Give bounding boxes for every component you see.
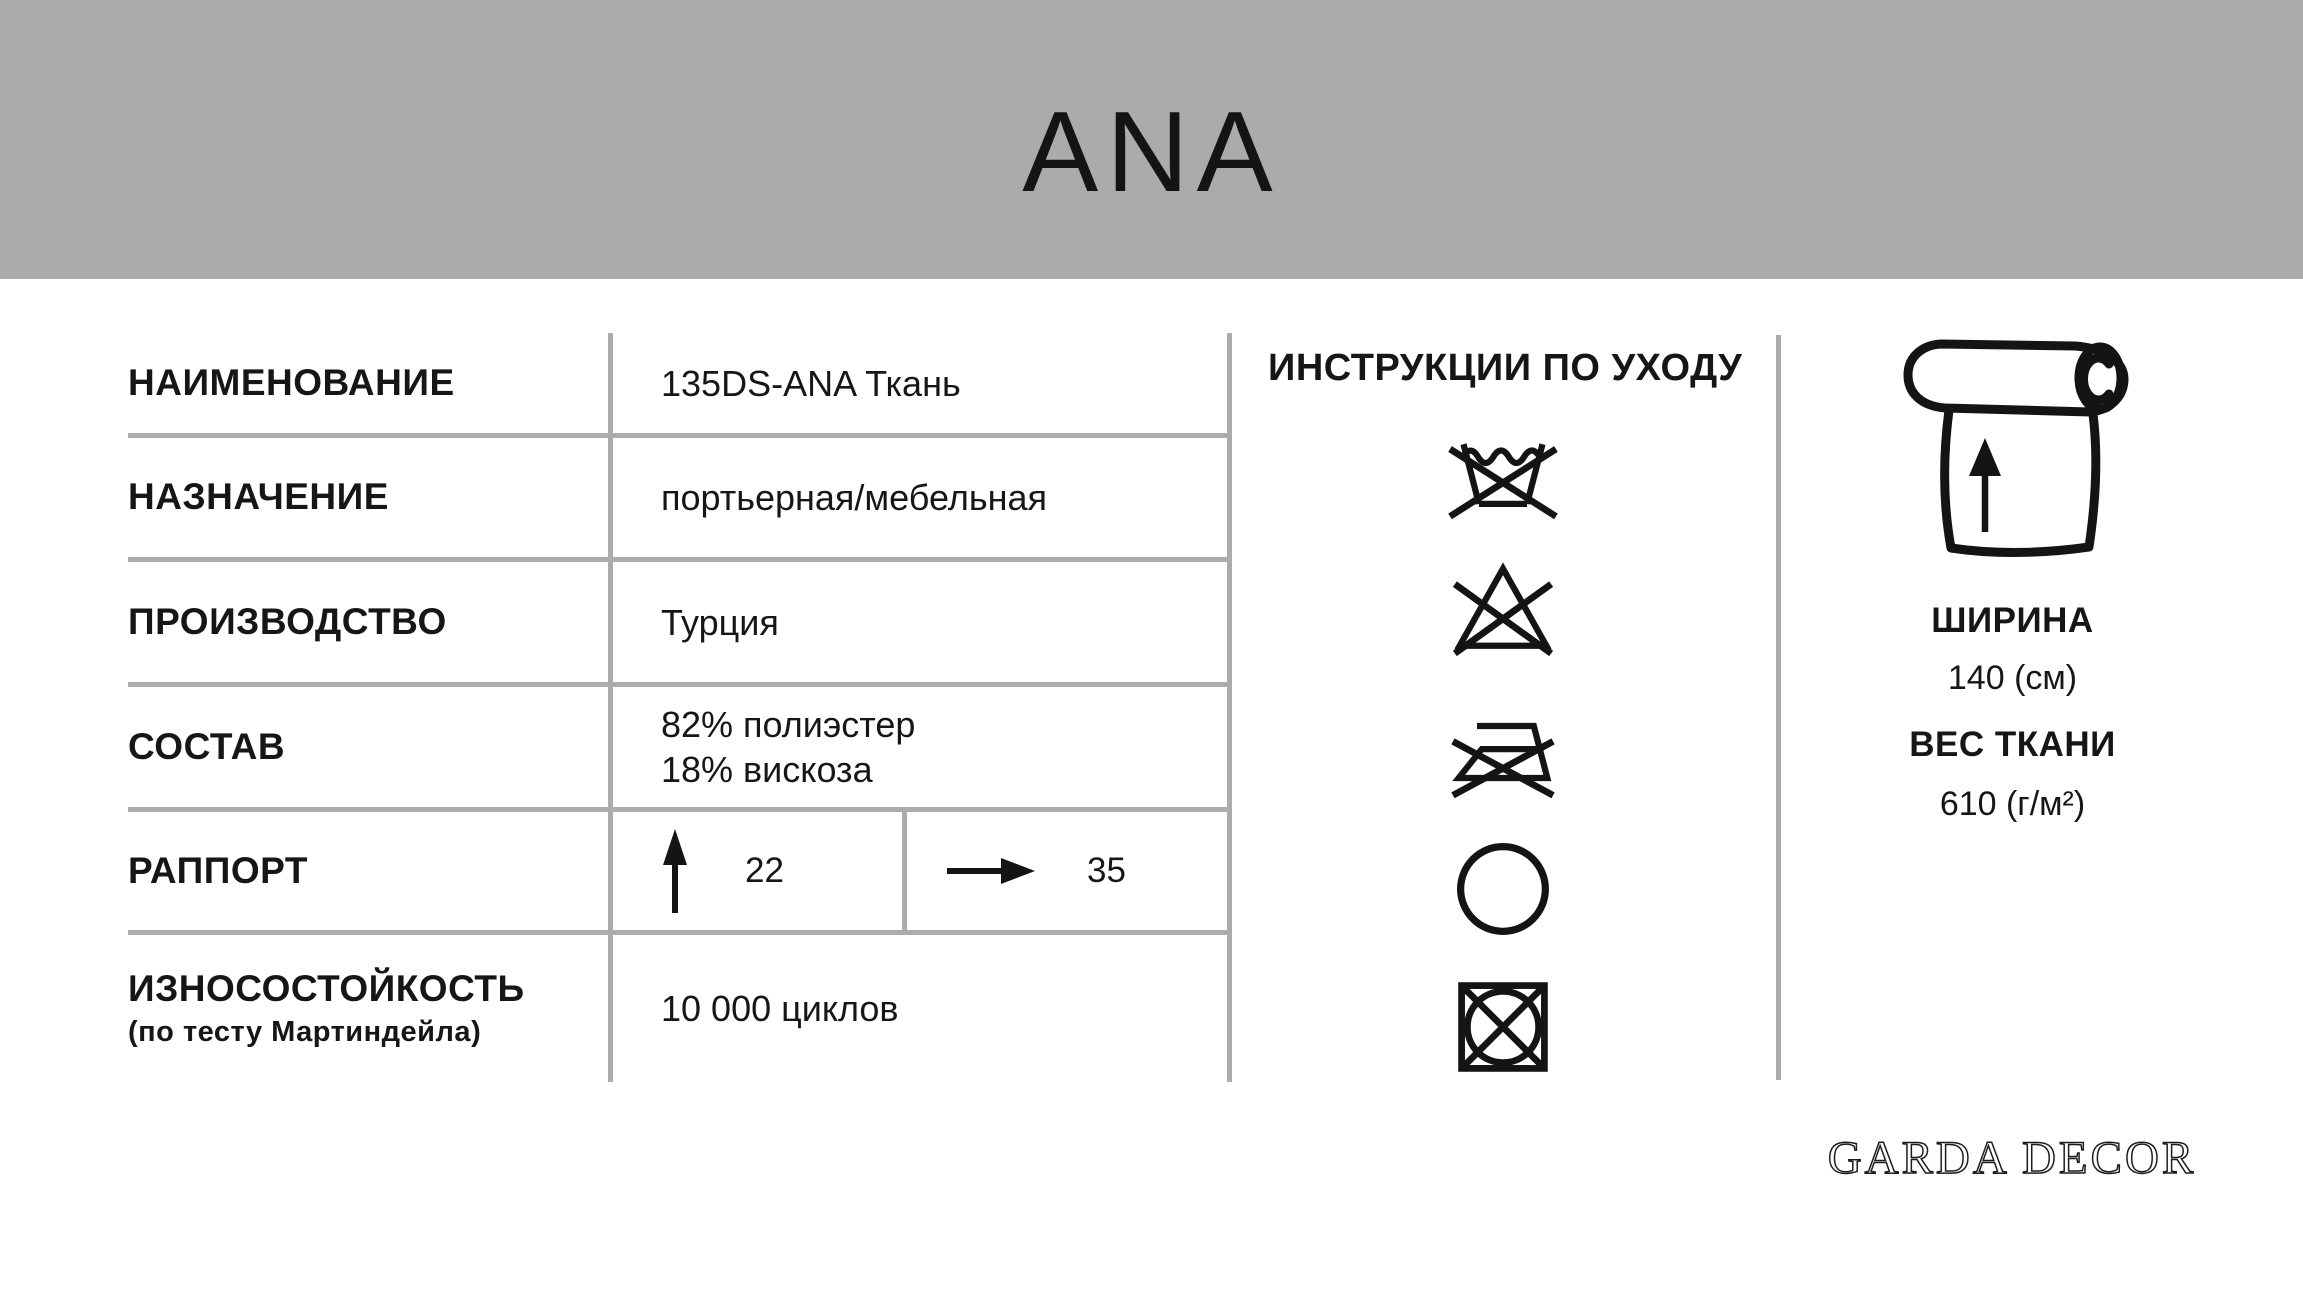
right-arrow-icon	[945, 851, 1037, 891]
row-label: РАППОРТ	[128, 849, 308, 891]
fabric-roll-icon	[1897, 336, 2129, 564]
brand-logo-text: GARDA DECOR	[1827, 1132, 2197, 1184]
row-value: 135DS-ANA Ткань	[661, 362, 961, 404]
do-not-bleach-icon	[1445, 561, 1561, 665]
care-icons-column	[1268, 423, 1738, 1113]
do-not-wash-icon	[1445, 423, 1561, 527]
width-value: 140 (см)	[1947, 659, 2078, 697]
rapport-horizontal-value: 35	[1087, 851, 1126, 890]
durability-sublabel: (по тесту Мартиндейла)	[128, 1016, 482, 1049]
table-row	[128, 433, 1232, 557]
table-row-rapport	[128, 807, 1232, 930]
rapport-vertical-cell	[613, 812, 907, 930]
row-label	[128, 968, 608, 1050]
row-value: 10 000 циклов	[661, 988, 899, 1029]
brand-logo	[1800, 1124, 2225, 1190]
table-row	[128, 333, 1232, 433]
up-arrow-icon	[653, 825, 697, 917]
do-not-tumble-dry-icon	[1451, 975, 1555, 1079]
fabric-title: ANA	[1022, 89, 1281, 216]
care-instructions	[1268, 347, 1743, 1113]
row-label: СОСТАВ	[128, 725, 286, 767]
width-label: ШИРИНА	[1931, 601, 2094, 640]
dry-cleaning-circle-icon	[1451, 837, 1555, 941]
section-divider	[1776, 335, 1781, 1080]
row-value: Турция	[661, 601, 779, 643]
table-border-right	[1227, 333, 1232, 1082]
row-value	[613, 702, 915, 792]
rapport-vertical-value: 22	[745, 851, 784, 890]
spec-table	[128, 333, 1232, 1082]
weight-value: 610 (г/м²)	[1939, 785, 2086, 823]
header-banner	[0, 0, 2303, 279]
care-title: ИНСТРУКЦИИ ПО УХОДУ	[1268, 347, 1743, 389]
composition-line-1: 82% полиэстер	[661, 704, 916, 745]
dimensions-panel	[1850, 336, 2175, 824]
rapport-horizontal-cell	[907, 812, 1232, 930]
row-label: ПРОИЗВОДСТВО	[128, 600, 447, 642]
table-row	[128, 682, 1232, 807]
weight-label: ВЕС ТКАНИ	[1909, 725, 2116, 764]
do-not-iron-icon	[1445, 699, 1561, 803]
row-label: НАЗНАЧЕНИЕ	[128, 476, 389, 518]
durability-label: ИЗНОСОСТОЙКОСТЬ	[128, 967, 525, 1009]
table-row	[128, 557, 1232, 682]
table-divider-vertical	[608, 333, 613, 1082]
table-row	[128, 930, 1232, 1082]
row-value: портьерная/мебельная	[661, 477, 1047, 518]
composition-line-2: 18% вискоза	[661, 749, 873, 790]
row-label: НАИМЕНОВАНИЕ	[128, 361, 455, 403]
